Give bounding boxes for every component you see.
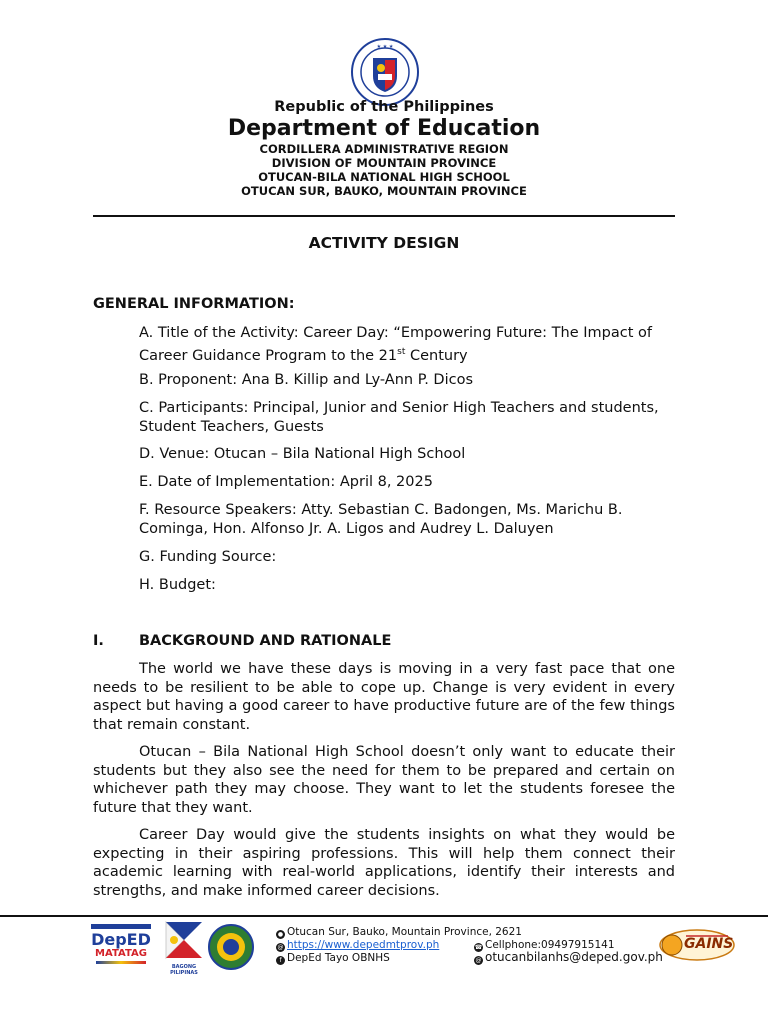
school-line: OTUCAN-BILA NATIONAL HIGH SCHOOL — [258, 170, 510, 184]
info-item-funding: G. Funding Source: — [139, 549, 277, 565]
info-item-speakers: F. Resource Speakers: Atty. Sebastian C. Badongen, Ms. Marichu B. Cominga, Hon. Alfonso Jr. A. Ligos and Audrey L. Daluyen — [139, 502, 623, 537]
phone-icon: ☎ — [474, 944, 483, 951]
background-heading: BACKGROUND AND RATIONALE — [139, 633, 392, 649]
rationale-paragraph-1: The world we have these days is moving in a very fast pace that one needs to be resilient to be able to cope up. Change is very evident in every aspect but having a good career to have productive future are of the few things that remain constant. — [93, 661, 675, 733]
bagong-pilipinas-logo: BAGONG PILIPINAS — [162, 920, 206, 972]
bagong-pilipinas-icon — [162, 920, 206, 960]
section-numeral: I. — [93, 633, 104, 649]
deped-seal-icon — [351, 38, 419, 106]
document-title: ACTIVITY DESIGN — [308, 234, 460, 252]
info-item-proponent: B. Proponent: Ana B. Killip and Ly-Ann P. Dicos — [139, 372, 474, 388]
division-line: DIVISION OF MOUNTAIN PROVINCE — [271, 156, 497, 170]
region-line: CORDILLERA ADMINISTRATIVE REGION — [259, 142, 509, 156]
footer-address: ● Otucan Sur, Bauko, Mountain Province, 2621 — [277, 926, 522, 938]
facebook-icon: f — [276, 956, 285, 965]
info-item-participants: C. Participants: Principal, Junior and Senior High Teachers and students, Student Teachers, Guests — [139, 400, 659, 435]
footer-cellphone: ☎ Cellphone:09497915141 — [474, 939, 615, 951]
info-item-budget: H. Budget: — [139, 577, 216, 593]
header-divider — [93, 215, 675, 217]
general-info-heading: GENERAL INFORMATION: — [93, 296, 295, 312]
division-seal-icon — [208, 924, 254, 970]
info-item-venue: D. Venue: Otucan – Bila National High School — [139, 446, 466, 462]
republic-line: Republic of the Philippines — [274, 99, 494, 115]
email-icon: @ — [475, 957, 482, 964]
rationale-paragraph-3: Career Day would give the students insights on what they would be expecting in their aspiring professions. This will help them connect their academic learning with real-world applications, identify their interests and strengths, and make informed career decisions. — [93, 827, 675, 899]
deped-matatag-logo: DepED MATATAG — [88, 924, 154, 972]
address-line: OTUCAN SUR, BAUKO, MOUNTAIN PROVINCE — [241, 184, 527, 198]
svg-text:★ ★ ★: ★ ★ ★ — [376, 44, 394, 50]
info-item-title: A. Title of the Activity: Career Day: “Empowering Future: The Impact of Career Guidance Program to the 21st Century — [139, 325, 652, 364]
footer-email: @ otucanbilanhs@deped.gov.ph — [475, 950, 663, 964]
globe-icon: @ — [277, 944, 284, 951]
footer-website[interactable]: @ https://www.depedmtprov.ph — [277, 939, 440, 951]
gains-logo: GAINS — [658, 928, 736, 962]
footer-facebook: f DepEd Tayo OBNHS — [276, 952, 390, 965]
department-name: Department of Education — [227, 116, 541, 141]
location-icon: ● — [277, 931, 284, 938]
footer-divider — [0, 915, 768, 917]
rationale-paragraph-2: Otucan – Bila National High School doesn’t only want to educate their students but they also see the need for them to be prepared and certain on whichever path they may choose. They want to let the students foresee the future that they want. — [93, 744, 675, 816]
info-item-date: E. Date of Implementation: April 8, 2025 — [139, 474, 433, 490]
